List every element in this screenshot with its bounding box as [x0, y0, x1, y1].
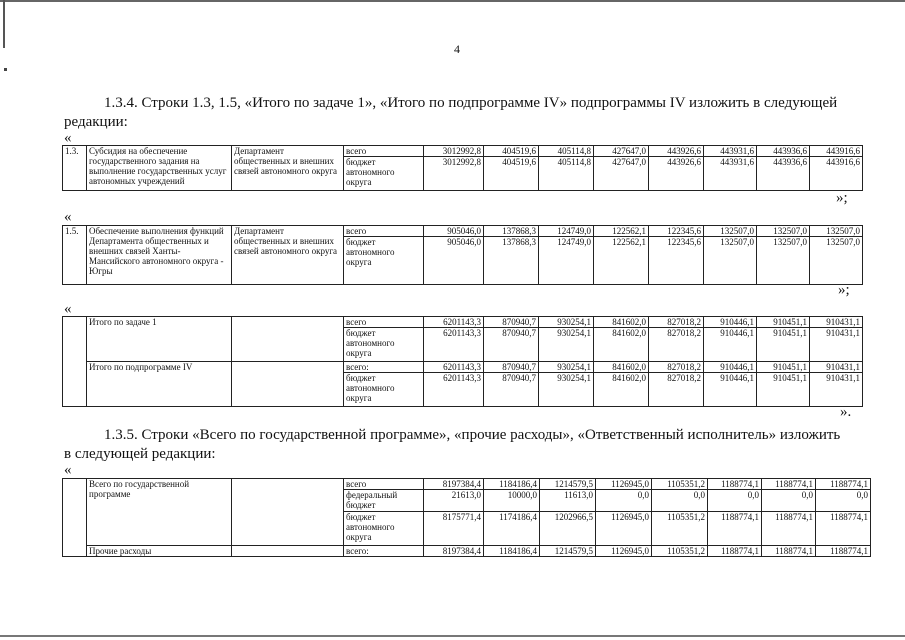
value-cell: 122562,1 [594, 226, 649, 237]
value-cell: 930254,1 [539, 317, 594, 328]
responsible-dept-empty [232, 362, 344, 407]
source-label: федеральный бюджет [344, 490, 424, 512]
responsible-dept-empty [232, 546, 344, 557]
value-cell: 0,0 [652, 490, 708, 512]
scan-speck [4, 68, 7, 71]
row-name: Всего по государственной программе [87, 479, 232, 546]
value-cell: 21613,0 [424, 490, 484, 512]
value-cell: 841602,0 [594, 362, 649, 373]
value-cell: 827018,2 [649, 362, 704, 373]
value-cell: 910451,1 [757, 362, 810, 373]
source-label: всего: [344, 546, 424, 557]
value-cell: 910431,1 [810, 373, 863, 407]
row-number: 1.3. [63, 146, 87, 191]
value-cell: 841602,0 [594, 373, 649, 407]
paragraph-1-3-5-line1: 1.3.5. Строки «Всего по государственной программе», «прочие расходы», «Ответственный исполнитель» изложить [104, 427, 841, 443]
value-cell: 910431,1 [810, 317, 863, 328]
value-cell: 870940,7 [484, 317, 539, 328]
value-cell: 1188774,1 [762, 546, 816, 557]
open-quote-2: « [64, 209, 72, 225]
value-cell: 930254,1 [539, 373, 594, 407]
value-cell: 1126945,0 [596, 512, 652, 546]
row-name: Итого по подпрограмме IV [87, 362, 232, 407]
page-number: 4 [454, 42, 460, 56]
source-label: бюджет автономного округа [344, 157, 424, 191]
value-cell: 1105351,2 [652, 546, 708, 557]
open-quote-3: « [64, 301, 72, 317]
value-cell: 870940,7 [484, 362, 539, 373]
value-cell: 0,0 [762, 490, 816, 512]
value-cell: 910431,1 [810, 362, 863, 373]
value-cell: 1188774,1 [762, 512, 816, 546]
open-quote-4: « [64, 462, 72, 478]
value-cell: 8175771,4 [424, 512, 484, 546]
source-label: бюджет автономного округа [344, 512, 424, 546]
table-totals-subprogram [62, 316, 863, 407]
value-cell: 6201143,3 [424, 328, 484, 362]
value-cell: 1214579,5 [540, 479, 596, 490]
value-cell: 910446,1 [704, 373, 757, 407]
value-cell: 910431,1 [810, 328, 863, 362]
source-label: бюджет автономного округа [344, 237, 424, 285]
value-cell: 132507,0 [757, 226, 810, 237]
value-cell: 1184186,4 [484, 546, 540, 557]
open-quote-1: « [64, 130, 72, 146]
value-cell: 0,0 [708, 490, 762, 512]
row-name: Обеспечение выполнения функций Департамента общественных и внешних связей Ханты-Мансийского автономного округа - Югры [87, 226, 232, 285]
value-cell: 404519,6 [484, 146, 539, 157]
value-cell: 132507,0 [704, 226, 757, 237]
value-cell: 443931,6 [704, 157, 757, 191]
value-cell: 0,0 [816, 490, 871, 512]
row-name: Субсидия на обеспечение государственного задания на выполнение государственных услуг автономных учреждений [87, 146, 232, 191]
value-cell: 1126945,0 [596, 546, 652, 557]
source-label: всего [344, 317, 424, 328]
value-cell: 827018,2 [649, 317, 704, 328]
row-name: Итого по задаче 1 [87, 317, 232, 362]
row-number-empty [63, 479, 87, 557]
value-cell: 827018,2 [649, 328, 704, 362]
value-cell: 122562,1 [594, 237, 649, 285]
paragraph-1-3-4-line1: 1.3.4. Строки 1.3, 1.5, «Итого по задаче 1», «Итого по подпрограмме IV» подпрограммы IV изложить в следующей [104, 95, 838, 111]
close-quote-2: »; [838, 282, 850, 298]
value-cell: 1188774,1 [762, 479, 816, 490]
value-cell: 870940,7 [484, 373, 539, 407]
source-label: бюджет автономного округа [344, 373, 424, 407]
value-cell: 0,0 [596, 490, 652, 512]
value-cell: 3012992,8 [424, 146, 484, 157]
value-cell: 1188774,1 [816, 512, 871, 546]
value-cell: 1188774,1 [816, 479, 871, 490]
value-cell: 870940,7 [484, 328, 539, 362]
value-cell: 137868,3 [484, 237, 539, 285]
value-cell: 10000,0 [484, 490, 540, 512]
value-cell: 443931,6 [704, 146, 757, 157]
value-cell: 443936,6 [757, 157, 810, 191]
value-cell: 1105351,2 [652, 479, 708, 490]
value-cell: 405114,8 [539, 157, 594, 191]
value-cell: 132507,0 [704, 237, 757, 285]
value-cell: 1184186,4 [484, 479, 540, 490]
value-cell: 6201143,3 [424, 317, 484, 328]
value-cell: 1188774,1 [708, 479, 762, 490]
value-cell: 443926,6 [649, 157, 704, 191]
value-cell: 910451,1 [757, 373, 810, 407]
value-cell: 910451,1 [757, 328, 810, 362]
value-cell: 404519,6 [484, 157, 539, 191]
source-label: всего [344, 479, 424, 490]
value-cell: 910446,1 [704, 328, 757, 362]
value-cell: 910451,1 [757, 317, 810, 328]
value-cell: 1188774,1 [816, 546, 871, 557]
value-cell: 1174186,4 [484, 512, 540, 546]
paragraph-1-3-4-line2: редакции: [64, 114, 128, 130]
table-program-totals [62, 478, 871, 557]
value-cell: 443926,6 [649, 146, 704, 157]
value-cell: 6201143,3 [424, 362, 484, 373]
row-name: Прочие расходы [87, 546, 232, 557]
responsible-dept-empty [232, 479, 344, 546]
value-cell: 124749,0 [539, 237, 594, 285]
value-cell: 1188774,1 [708, 512, 762, 546]
value-cell: 827018,2 [649, 373, 704, 407]
value-cell: 427647,0 [594, 146, 649, 157]
value-cell: 930254,1 [539, 328, 594, 362]
value-cell: 3012992,8 [424, 157, 484, 191]
value-cell: 122345,6 [649, 237, 704, 285]
value-cell: 443916,6 [810, 157, 863, 191]
paragraph-1-3-5-line2: в следующей редакции: [64, 446, 216, 462]
value-cell: 124749,0 [539, 226, 594, 237]
value-cell: 905046,0 [424, 226, 484, 237]
scan-edge-left [3, 0, 5, 48]
value-cell: 137868,3 [484, 226, 539, 237]
source-label: всего: [344, 362, 424, 373]
table-row-1-3 [62, 145, 863, 191]
value-cell: 905046,0 [424, 237, 484, 285]
source-label: всего [344, 146, 424, 157]
value-cell: 930254,1 [539, 362, 594, 373]
value-cell: 443936,6 [757, 146, 810, 157]
value-cell: 132507,0 [810, 226, 863, 237]
value-cell: 132507,0 [757, 237, 810, 285]
value-cell: 1126945,0 [596, 479, 652, 490]
responsible-dept: Департамент общественных и внешних связей автономного округа [232, 226, 344, 285]
source-label: всего [344, 226, 424, 237]
value-cell: 910446,1 [704, 362, 757, 373]
value-cell: 6201143,3 [424, 373, 484, 407]
source-label: бюджет автономного округа [344, 328, 424, 362]
value-cell: 1105351,2 [652, 512, 708, 546]
value-cell: 122345,6 [649, 226, 704, 237]
value-cell: 8197384,4 [424, 546, 484, 557]
value-cell: 910446,1 [704, 317, 757, 328]
responsible-dept: Департамент общественных и внешних связей автономного округа [232, 146, 344, 191]
value-cell: 841602,0 [594, 328, 649, 362]
row-number: 1.5. [63, 226, 87, 285]
value-cell: 1214579,5 [540, 546, 596, 557]
value-cell: 841602,0 [594, 317, 649, 328]
value-cell: 427647,0 [594, 157, 649, 191]
row-number-empty [63, 317, 87, 407]
table-row-1-5 [62, 225, 863, 285]
value-cell: 1188774,1 [708, 546, 762, 557]
value-cell: 8197384,4 [424, 479, 484, 490]
value-cell: 405114,8 [539, 146, 594, 157]
scan-edge-top [0, 0, 905, 2]
value-cell: 1202966,5 [540, 512, 596, 546]
close-quote-3: ». [840, 404, 852, 420]
scan-edge-bottom [0, 635, 905, 637]
value-cell: 11613,0 [540, 490, 596, 512]
value-cell: 132507,0 [810, 237, 863, 285]
close-quote-1: »; [836, 190, 848, 206]
responsible-dept-empty [232, 317, 344, 362]
value-cell: 443916,6 [810, 146, 863, 157]
